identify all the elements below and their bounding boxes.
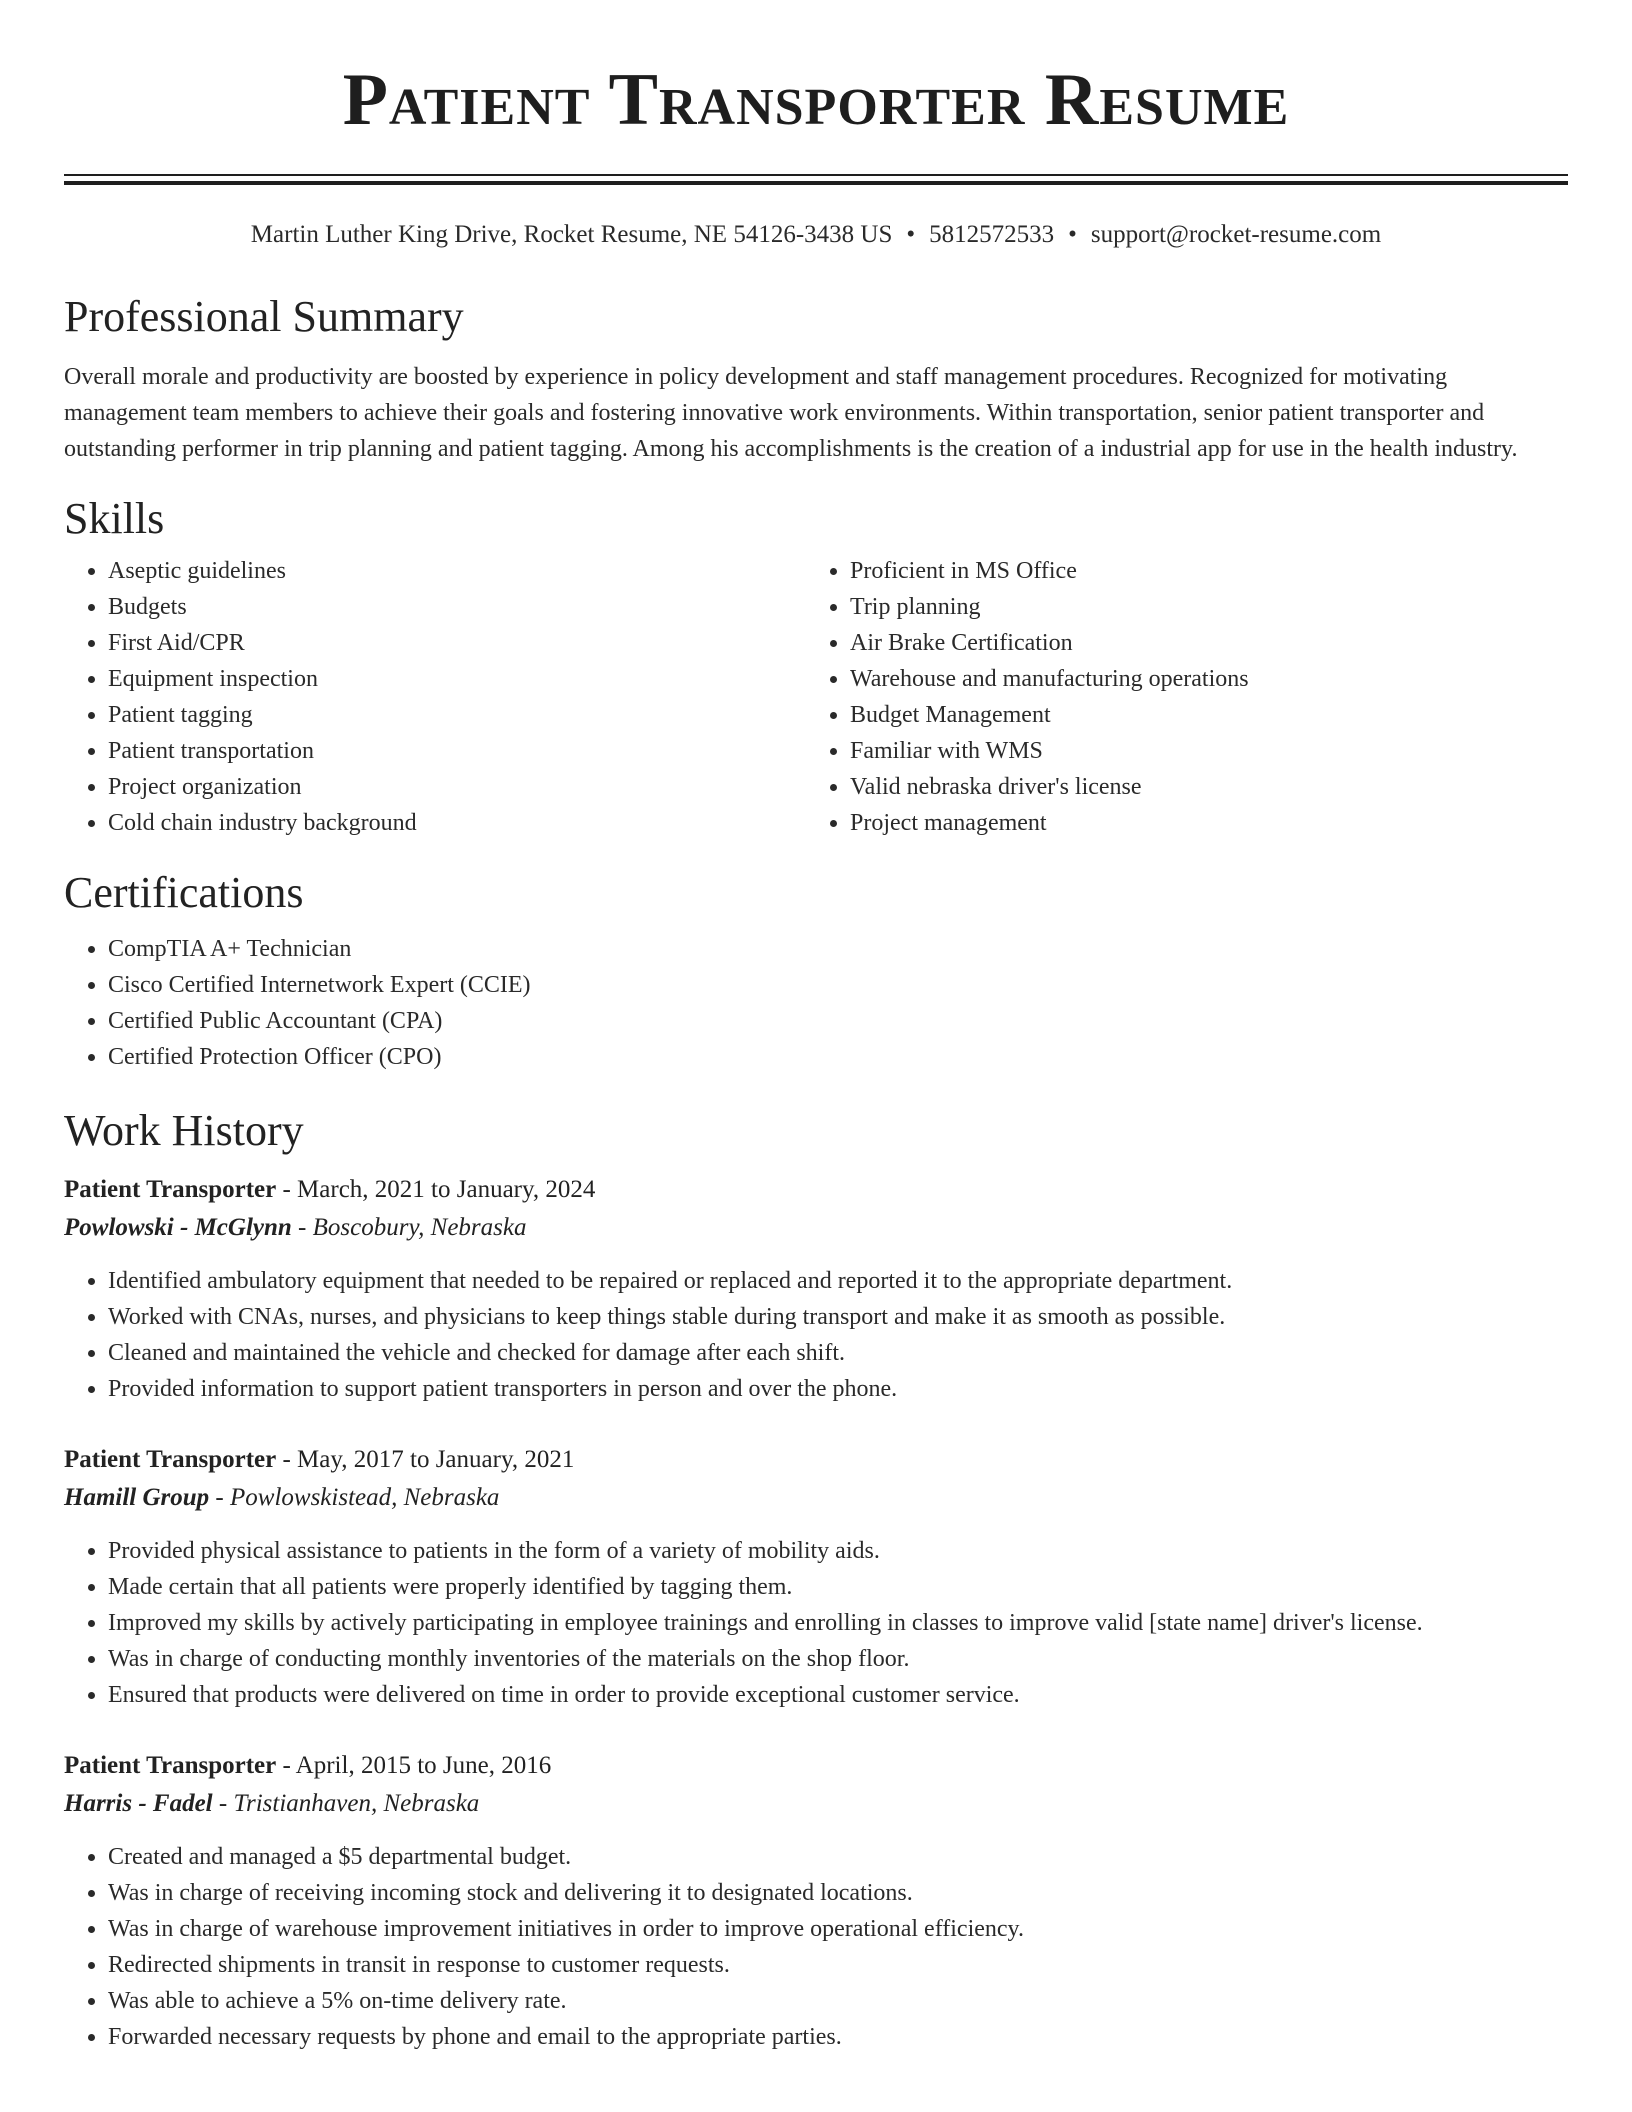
- contact-phone: 5812572533: [929, 221, 1055, 248]
- job-duties-list: [64, 1263, 1568, 1407]
- certification-item: • CompTIA A+ Technician: [108, 931, 1568, 967]
- job-duty: • Cleaned and maintained the vehicle and checked for damage after each shift.: [108, 1335, 1568, 1371]
- job-duty: • Identified ambulatory equipment that needed to be repaired or replaced and reported it to the appropriate department.: [108, 1263, 1568, 1299]
- job-location: - Powlowskistead, Nebraska: [215, 1484, 500, 1511]
- skill-item: • Trip planning: [850, 589, 1548, 625]
- job-company: Harris - Fadel: [64, 1790, 213, 1817]
- skill-item: • Project management: [850, 805, 1548, 841]
- skill-item: • Valid nebraska driver's license: [850, 769, 1548, 805]
- summary-text: Overall morale and productivity are boosted by experience in policy development and staff management procedures. Recognized for motivating management team members to achieve their goals and fostering innovative work environments. Within transportation, senior patient transporter and outstanding performer in trip planning and patient tagging. Among his accomplishments is the creation of a industrial app for use in the health industry.: [64, 364, 1518, 462]
- job-entry: [64, 1747, 1568, 2055]
- skill-item: • Proficient in MS Office: [850, 553, 1548, 589]
- skill-item: • First Aid/CPR: [108, 625, 806, 661]
- job-duty: • Redirected shipments in transit in response to customer requests.: [108, 1947, 1568, 1983]
- work-history-heading: Work History: [64, 1106, 304, 1155]
- contact-email: support@rocket-resume.com: [1090, 221, 1382, 248]
- skill-item: • Project organization: [108, 769, 806, 805]
- skills-list-right: [806, 553, 1548, 841]
- job-employer: [64, 1209, 1568, 1247]
- job-duty: • Ensured that products were delivered on time in order to provide exceptional customer service.: [108, 1677, 1568, 1713]
- skill-item: • Equipment inspection: [108, 661, 806, 697]
- skill-item: • Aseptic guidelines: [108, 553, 806, 589]
- job-duty: • Forwarded necessary requests by phone and email to the appropriate parties.: [108, 2019, 1568, 2055]
- contact-separator: •: [906, 221, 916, 248]
- job-location: - Tristianhaven, Nebraska: [218, 1790, 480, 1817]
- job-header: [64, 1747, 1568, 1785]
- certification-item: • Certified Public Accountant (CPA): [108, 1003, 1568, 1039]
- job-employer: [64, 1785, 1568, 1823]
- contact-line: [64, 219, 1568, 251]
- job-header: [64, 1171, 1568, 1209]
- job-dates: - April, 2015 to June, 2016: [282, 1752, 552, 1779]
- certifications-heading: Certifications: [64, 868, 304, 917]
- skill-item: • Patient transportation: [108, 733, 806, 769]
- job-duty: • Was in charge of conducting monthly inventories of the materials on the shop floor.: [108, 1641, 1568, 1677]
- job-employer: [64, 1479, 1568, 1517]
- resume-title: Patient Transporter Resume: [342, 59, 1290, 141]
- skill-item: • Patient tagging: [108, 697, 806, 733]
- contact-address: Martin Luther King Drive, Rocket Resume, NE 54126-3438 US: [250, 221, 893, 248]
- job-duty: • Improved my skills by actively participating in employee trainings and enrolling in classes to improve valid [state name] driver's license.: [108, 1605, 1568, 1641]
- skill-item: • Budgets: [108, 589, 806, 625]
- job-duty: • Provided physical assistance to patients in the form of a variety of mobility aids.: [108, 1533, 1568, 1569]
- skills-list-left: [64, 553, 806, 841]
- job-title: Patient Transporter: [64, 1752, 277, 1779]
- title-divider: [64, 174, 1568, 185]
- skill-item: • Air Brake Certification: [850, 625, 1548, 661]
- job-header: [64, 1441, 1568, 1479]
- job-duty: • Created and managed a $5 departmental budget.: [108, 1839, 1568, 1875]
- job-duty: • Provided information to support patient transporters in person and over the phone.: [108, 1371, 1568, 1407]
- job-company: Hamill Group: [64, 1484, 210, 1511]
- job-duties-list: [64, 1533, 1568, 1713]
- job-dates: - May, 2017 to January, 2021: [282, 1446, 575, 1473]
- certifications-list: [64, 931, 1568, 1075]
- job-duty: • Was able to achieve a 5% on-time delivery rate.: [108, 1983, 1568, 2019]
- job-company: Powlowski - McGlynn: [64, 1214, 292, 1241]
- contact-separator: •: [1068, 221, 1077, 248]
- job-dates: - March, 2021 to January, 2024: [282, 1176, 596, 1203]
- job-duty: • Was in charge of receiving incoming stock and delivering it to designated locations.: [108, 1875, 1568, 1911]
- job-entry: [64, 1171, 1568, 1407]
- job-title: Patient Transporter: [64, 1176, 277, 1203]
- skill-item: • Budget Management: [850, 697, 1548, 733]
- skills-columns: [64, 553, 1568, 841]
- job-duty: • Made certain that all patients were properly identified by tagging them.: [108, 1569, 1568, 1605]
- skill-item: • Cold chain industry background: [108, 805, 806, 841]
- job-location: - Boscobury, Nebraska: [298, 1214, 527, 1241]
- job-duties-list: [64, 1839, 1568, 2055]
- skills-heading: Skills: [64, 494, 165, 543]
- skill-item: • Warehouse and manufacturing operations: [850, 661, 1548, 697]
- certification-item: • Cisco Certified Internetwork Expert (CCIE): [108, 967, 1568, 1003]
- job-duty: • Worked with CNAs, nurses, and physicians to keep things stable during transport and make it as smooth as possible.: [108, 1299, 1568, 1335]
- job-duty: • Was in charge of warehouse improvement initiatives in order to improve operational efficiency.: [108, 1911, 1568, 1947]
- job-title: Patient Transporter: [64, 1446, 277, 1473]
- certification-item: • Certified Protection Officer (CPO): [108, 1039, 1568, 1075]
- summary-heading: Professional Summary: [64, 292, 464, 341]
- skill-item: • Familiar with WMS: [850, 733, 1548, 769]
- job-entry: [64, 1441, 1568, 1713]
